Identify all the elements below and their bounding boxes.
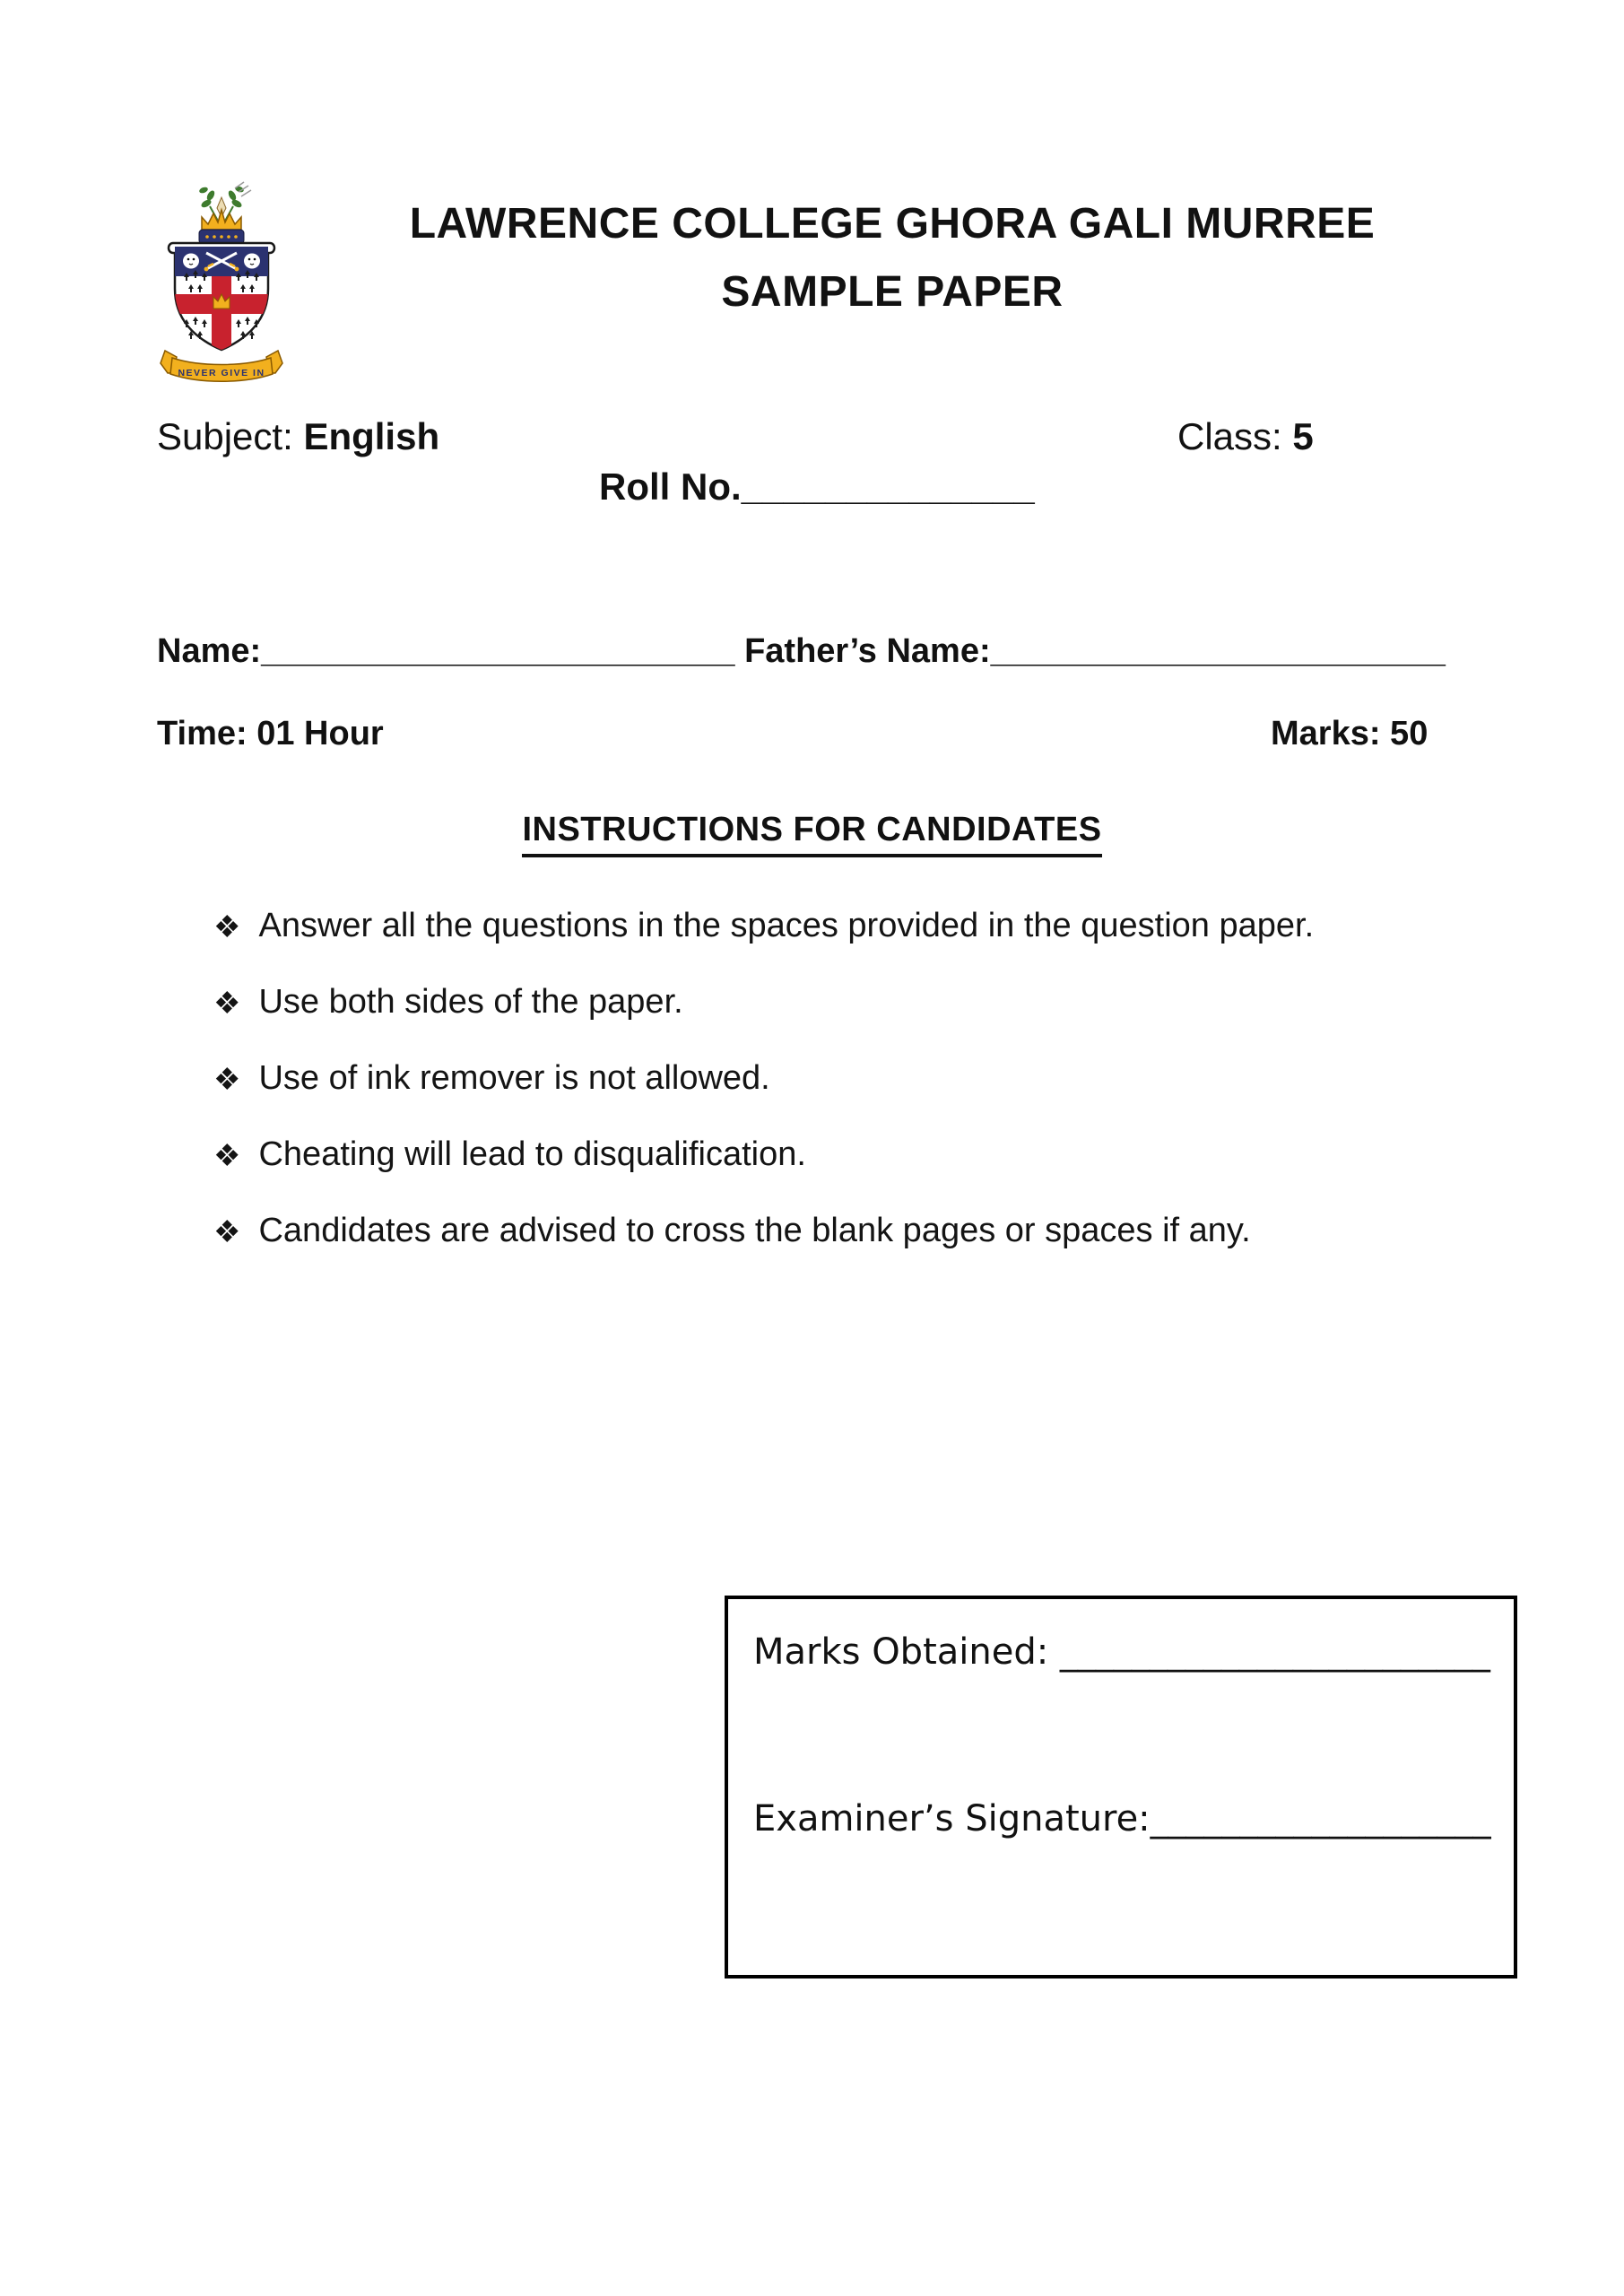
examiner-signature-label: Examiner’s Signature: — [753, 1798, 1151, 1839]
marks-obtained-blank-line: ________________________ — [1059, 1631, 1490, 1673]
marks-text: Marks: 50 — [1271, 715, 1429, 752]
name-label: Name: — [157, 632, 262, 670]
examiner-signature-blank-line: ___________________ — [1150, 1798, 1491, 1839]
subject-label: Subject: — [157, 415, 293, 457]
time-text: Time: 01 Hour — [157, 715, 384, 752]
diamond-bullet-icon: ❖ — [213, 1138, 241, 1173]
crest-shield — [169, 243, 274, 354]
marks-obtained-label: Marks Obtained: — [753, 1631, 1060, 1673]
instruction-item — [213, 1117, 1469, 1193]
instruction-text: Answer all the questions in the spaces provided in the question paper. — [258, 907, 1315, 944]
father-name-blank-line: ________________________ — [990, 632, 1446, 670]
crest-motto-scroll — [161, 351, 282, 381]
instruction-item — [213, 1193, 1469, 1269]
title-line1: LAWRENCE COLLEGE GHORA GALI MURREE — [409, 200, 1376, 248]
subject-value: English — [303, 415, 440, 457]
instructions-heading-wrap — [0, 811, 1624, 857]
instruction-item — [213, 1040, 1469, 1117]
crest-laurel-sprigs — [198, 182, 251, 222]
instructions-list — [213, 888, 1469, 1269]
instruction-text: Use of ink remover is not allowed. — [258, 1059, 770, 1097]
name-blank-line: _________________________ — [261, 632, 735, 670]
roll-no-blank-line: ______________ — [741, 465, 1035, 508]
roll-no-label: Roll No. — [599, 465, 742, 508]
class-row — [1177, 416, 1314, 457]
marks-obtained-row — [753, 1631, 1490, 1673]
examiner-signature-row — [753, 1798, 1491, 1839]
instructions-heading: INSTRUCTIONS FOR CANDIDATES — [522, 811, 1101, 857]
subject-row — [157, 416, 439, 457]
marks-obtained-box — [725, 1596, 1517, 1979]
college-crest-logo — [154, 178, 289, 393]
title-line2: SAMPLE PAPER — [721, 268, 1064, 316]
instruction-item — [213, 964, 1469, 1040]
instruction-item — [213, 888, 1469, 964]
class-label: Class: — [1177, 415, 1282, 457]
diamond-bullet-icon: ❖ — [213, 1214, 241, 1249]
roll-no-row — [599, 466, 1035, 508]
diamond-bullet-icon: ❖ — [213, 1062, 241, 1097]
diamond-bullet-icon: ❖ — [213, 986, 241, 1021]
class-value: 5 — [1292, 415, 1314, 457]
document-title — [296, 190, 1489, 326]
crest-motto-text: NEVER GIVE IN — [178, 368, 265, 378]
crest-icon — [154, 178, 289, 393]
diamond-bullet-icon: ❖ — [213, 909, 241, 944]
name-row — [157, 631, 1446, 671]
crest-crown — [202, 210, 241, 230]
instruction-text: Cheating will lead to disqualification. — [258, 1135, 806, 1173]
instruction-text: Use both sides of the paper. — [258, 983, 683, 1021]
father-name-label: Father’s Name: — [744, 632, 991, 670]
instruction-text: Candidates are advised to cross the blank pages or spaces if any. — [258, 1212, 1251, 1249]
crest-torse-band — [199, 230, 244, 244]
